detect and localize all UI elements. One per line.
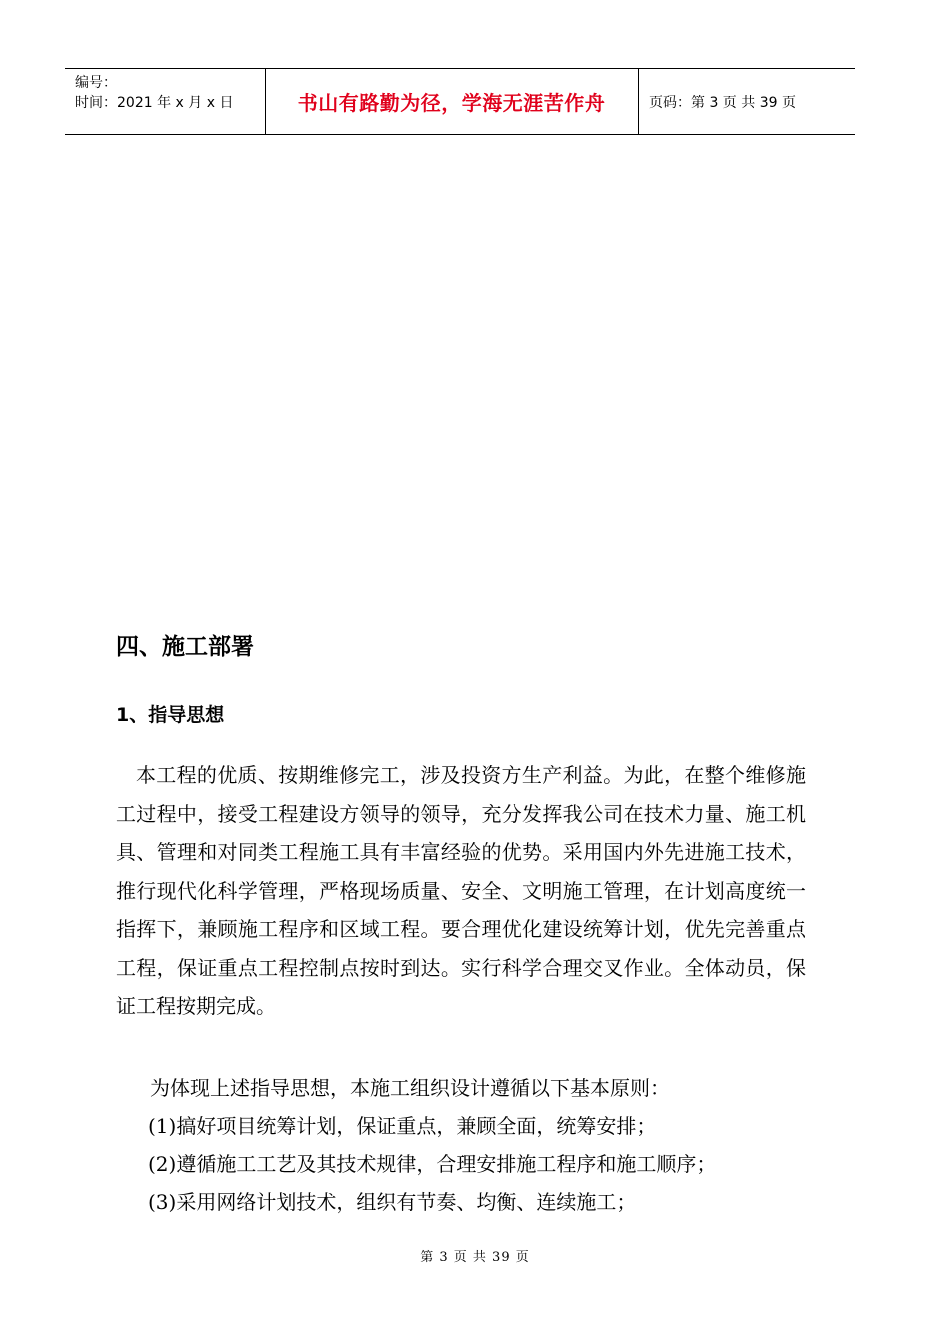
principles-list [148, 1069, 716, 1221]
header-meta [75, 73, 233, 113]
page-footer: 第 3 页 共 39 页 [420, 1250, 530, 1265]
principle-item: (2)遵循施工工艺及其技术规律，合理安排施工程序和施工顺序； [148, 1152, 717, 1176]
section-title: 四、施工部署 [116, 634, 254, 660]
header-divider [638, 69, 639, 134]
header-time: 时间：2021 年 x 月 x 日 [75, 95, 234, 111]
principles-intro: 为体现上述指导思想，本施工组织设计遵循以下基本原则： [150, 1076, 670, 1100]
principle-item: (3)采用网络计划技术，组织有节奏、均衡、连续施工； [148, 1190, 637, 1214]
page-header [65, 68, 855, 135]
body-paragraph: 本工程的优质、按期维修完工，涉及投资方生产利益。为此，在整个维修施工过程中，接受工程建设方领导的领导，充分发挥我公司在技术力量、施工机具、管理和对同类工程施工具有丰富经验的优势。采用国内外先进施工技术，推行现代化科学管理，严格现场质量、安全、文明施工管理，在计划高度统一指挥下，兼顾施工程序和区域工程。要合理优化建设统筹计划，优先完善重点工程，保证重点工程控制点按时到达。实行科学合理交叉作业。全体动员，保证工程按期完成。 [116, 763, 806, 1018]
header-motto: 书山有路勤为径，学海无涯苦作舟 [297, 91, 606, 115]
section-subtitle: 1、指导思想 [116, 704, 225, 726]
header-page-number: 页码：第 3 页 共 39 页 [649, 94, 796, 111]
header-number: 编号： [75, 75, 117, 91]
principle-item: (1)搞好项目统筹计划，保证重点，兼顾全面，统筹安排； [148, 1114, 657, 1138]
